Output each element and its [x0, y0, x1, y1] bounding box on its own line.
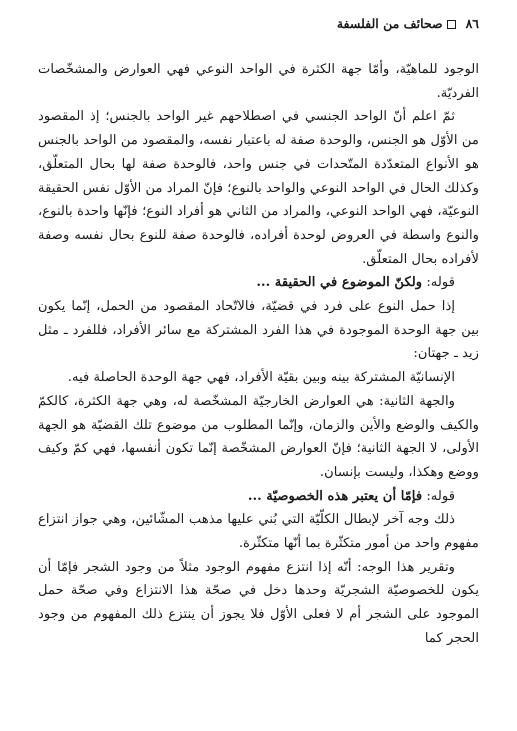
paragraph: وتقرير هذا الوجه: أنّه إذا انتزع مفهوم الوجود مثلاً من وجود الشجر فإمّا أن يكون للخصوصيّة الشجريّة وحدها دخل في صحّة هذا الانتزاع وفي صحّة حمل الموجود على الشجر أم لا فعلى الأوّل فلا يجوز أن ينتزع ذلك المفهوم من وجود الحجر كما	[38, 559, 479, 646]
quote-line	[38, 271, 479, 295]
quote-prefix: قوله:	[426, 488, 455, 504]
square-ornament-icon	[447, 20, 456, 29]
quote-text: ولكنّ الموضوع في الحقيقة ...	[256, 275, 423, 291]
paragraph: ثمّ اعلم أنّ الواحد الجنسي في اصطلاحهم غير الواحد بالجنس؛ إذ المقصود من الأوّل هو الجنس، والوحدة صفة له باعتبار نفسه، والمقصود من الواحد بالجنس هو الأنواع المتعدّدة المتّحدات في جنس واحد، فالوحدة صفة لها بحال المتعلّق، وكذلك الحال في الواحد النوعي والواحد بالنوع؛ فإنّ المراد من الأوّل نفس الحقيقة النوعيّة، فهي الواحد النوعي، والمراد من الثاني هو أفراد النوع؛ فإنّها واحدة بالنوع، والنوع واسطة في العروض لوحدة أفراده، فالوحدة صفة للنوع بحال نفسه وصفة لأفراده بحال المتعلّق.	[38, 109, 479, 267]
quote-prefix: قوله:	[426, 275, 455, 291]
paragraph: إذا حمل النوع على فرد في قضيّة، فالاتّحاد المقصود من الحمل، إنّما يكون بين جهة الوحدة الموجودة في هذا الفرد المشتركة مع سائر الأفراد، فللفرد ـ مثل زيد ـ جهتان:	[38, 299, 479, 362]
book-page	[38, 14, 479, 719]
quote-line	[38, 485, 479, 509]
paragraph: ذلك وجه آخر لإبطال الكلّيّة التي بُني عليها مذهب المشّائين، وهي جواز انتزاع مفهوم واحد من أمور متكثّرة بما أنّها متكثّرة.	[38, 512, 479, 552]
quote-text: فإمّا أن يعتبر هذه الخصوصيّة ...	[247, 488, 423, 504]
running-title: صحائف من الفلسفة	[336, 16, 443, 31]
paragraph: الإنسانيّة المشتركة بينه وبين بقيّة الأفراد، فهي جهة الوحدة الحاصلة فيه.	[67, 370, 455, 386]
running-header	[38, 14, 479, 34]
paragraph: والجهة الثانية: هي العوارض الخارجيّة المشخّصة له، وهي جهة الكثرة، كالكمّ والكيف والوضع والأين والزمان، وإنّما المطلوب من موضوع تلك القضيّة هو الجهة الأولى، لا الجهة الثانية؛ فإنّ العوارض المشخّصة إنّما تكون أنفسها، فهي كمّ وكيف ووضع وهكذا، وليست بإنسان.	[38, 393, 479, 480]
page-number: ٨٦	[465, 16, 479, 31]
body-text	[38, 58, 479, 651]
paragraph: الوجود للماهيّة، وأمّا جهة الكثرة في الواحد النوعي فهي العوارض والمشخّصات الفرديّة.	[38, 62, 479, 101]
